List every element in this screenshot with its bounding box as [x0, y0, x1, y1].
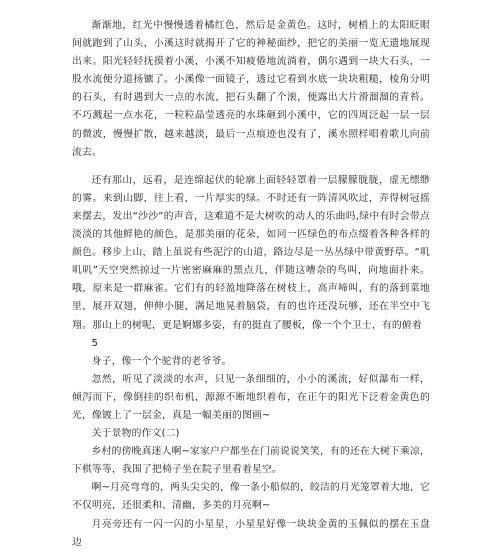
paragraph-sunrise-stream: 渐渐地，红光中慢慢透着橘红色，然后是金黄色。这时，树梢上的太阳眨眼间就跑到了山头，小溪这时就揭开了它的神秘面纱，把它的美丽一览无遗地展现出来。阳光轻轻抚摸着小溪，小溪不知疲倦地流淌着，偶尔遇到一块大石头，一股水流便分道扬镳了。小溪像一面镜子，透过它看到水底一块块粗糙，棱角分明的石头，有时遇到大一点的水流，把石头翻了个滚，便露出大片滑溜溜的青苔。不巧溅起一点水花，一粒粒晶莹透亮的水珠砸到小溪中，它的四周泛起一层一层的微波，慢慢扩散，越来越淡，最后一点痕迹也没有了，溪水照样唱着歌儿向前流去。 [72, 20, 430, 158]
paragraph-mountain: 还有那山，远看，是连绵起伏的轮廓上面轻轻罩着一层朦朦胧胧，虚无缥缈的雾。来到山脚，往上看，一片厚实的绿。不时还有一阵清风吹过，弄得树冠摇来摆去，发出“沙沙”的声音，这难道不是大树吹的动人的乐曲吗,绿中有时会带点淡淡的其他鲜艳的颜色，是那美丽的花朵，如同一匹绿色的布点缀着各种各样的颜色。移步上山，踏上虽说有些泥泞的山道，路边尽是一丛丛绿中带黄野草。“叽叽叽”天空突然掠过一片密密麻麻的黑点儿，伴随这嘈杂的鸟叫，向地面扑来。哦，原来是一群麻雀。它们有的轻盈地降落在树枝上，高声啼叫，有的落到菜地里，展开双翅，伸伸小腿，满足地晃着脑袋，有的也许还没玩够，还在半空中飞翔。那山上的树呢，更是婀娜多姿，有的挺直了腰板，像一个个卫士，有的俯着 [72, 174, 430, 331]
page-number: 5 [91, 337, 99, 349]
paragraph-gap [72, 162, 430, 172]
paragraph-stars: 月亮旁还有一闪一闪的小星星，小星星好像一块块金黄的玉佩似的摆在玉盘边 [72, 518, 430, 548]
paragraph-continuation: 身子，像一个个驼背的老爷爷。 [91, 355, 232, 367]
paragraph-moon: 啊~月亮弯弯的，两头尖尖的，像一条小船似的，皎洁的月光笼罩着大地，它不仅明亮，还很柔和、清幽，多美的月亮啊~ [72, 482, 430, 512]
paragraph-waterfall: 忽然，听见了淡淡的水声，只见一条细细的，小小的溪流，好似瀑布一样，倾泻而下，像倒挂的织布机，源源不断地织着布，在正午的阳光下泛着金黄色的光，像镀上了一层金，真是一幅美丽的图画~ [72, 373, 430, 421]
section-heading: 关于景物的作文(二) [91, 428, 180, 440]
document-body [72, 17, 430, 552]
paragraph-village-evening: 乡村的傍晚真迷人啊~家家户户都坐在门前说说笑笑，有的还在大树下乘凉，下棋等等，我围了把椅子坐在院子里看着星空。 [72, 446, 430, 476]
